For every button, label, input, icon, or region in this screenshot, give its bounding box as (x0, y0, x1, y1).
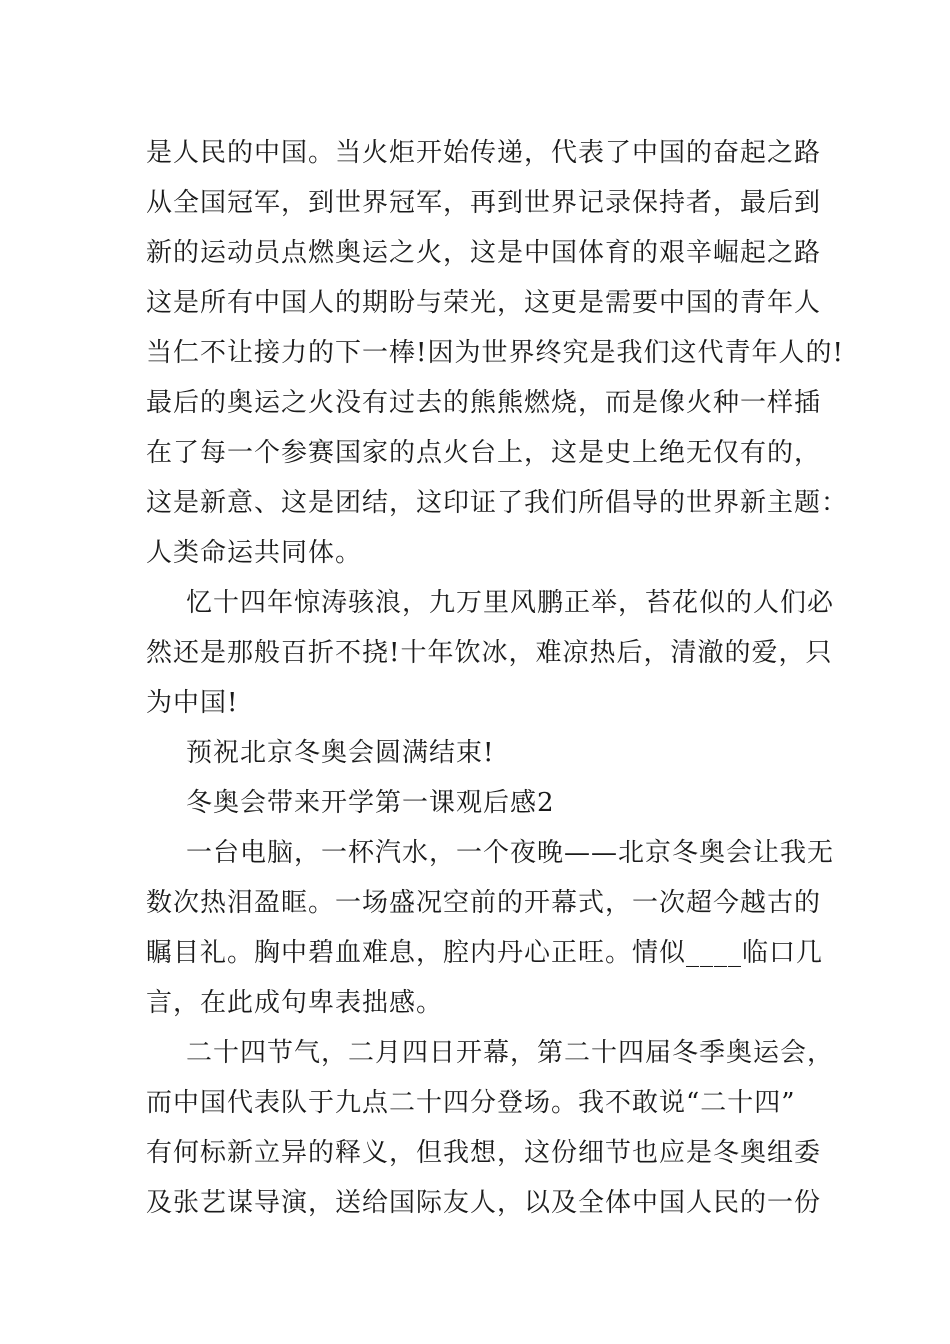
text-line: 瞩目礼。胸中碧血难息，腔内丹心正旺。情似____临口几 (146, 938, 824, 968)
text-line: 是人民的中国。当火炬开始传递，代表了中国的奋起之路 (146, 138, 822, 168)
paragraph-start-line: 二十四节气，二月四日开幕，第二十四届冬季奥运会， (186, 1038, 835, 1068)
text-line: 在了每一个参赛国家的点火台上，这是史上绝无仅有的， (146, 438, 822, 468)
text-line: 人类命运共同体。 (146, 538, 363, 568)
text-line: 数次热泪盈眶。一场盛况空前的开幕式，一次超今越古的 (146, 888, 822, 918)
text-line: 新的运动员点燃奥运之火，这是中国体育的艰辛崛起之路 (146, 238, 822, 268)
text-line: 这是新意、这是团结，这印证了我们所倡导的世界新主题： (146, 488, 849, 518)
text-line: 最后的奥运之火没有过去的熊熊燃烧，而是像火种一样插 (146, 388, 822, 418)
text-line: 然还是那般百折不挠!十年饮冰，难凉热后，清澈的爱，只 (146, 638, 833, 668)
text-line: 及张艺谋导演，送给国际友人，以及全体中国人民的一份 (146, 1188, 822, 1218)
section-heading: 冬奥会带来开学第一课观后感2 (186, 788, 555, 818)
paragraph-start-line: 忆十四年惊涛骇浪，九万里风鹏正举，苔花似的人们必 (186, 588, 835, 618)
text-line: 言，在此成句卑表拙感。 (146, 988, 444, 1018)
text-line: 从全国冠军，到世界冠军，再到世界记录保持者，最后到 (146, 188, 822, 218)
text-line: 这是所有中国人的期盼与荣光，这更是需要中国的青年人 (146, 288, 822, 318)
document-body (146, 128, 849, 1228)
paragraph-start-line: 一台电脑，一杯汽水，一个夜晚——北京冬奥会让我无 (186, 838, 835, 868)
text-line: 为中国! (146, 688, 239, 718)
paragraph-start-line: 预祝北京冬奥会圆满结束! (186, 738, 495, 768)
text-line: 而中国代表队于九点二十四分登场。我不敢说“二十四” (146, 1088, 796, 1118)
text-line: 有何标新立异的释义，但我想，这份细节也应是冬奥组委 (146, 1138, 822, 1168)
text-line: 当仁不让接力的下一棒!因为世界终究是我们这代青年人的! (146, 338, 844, 368)
